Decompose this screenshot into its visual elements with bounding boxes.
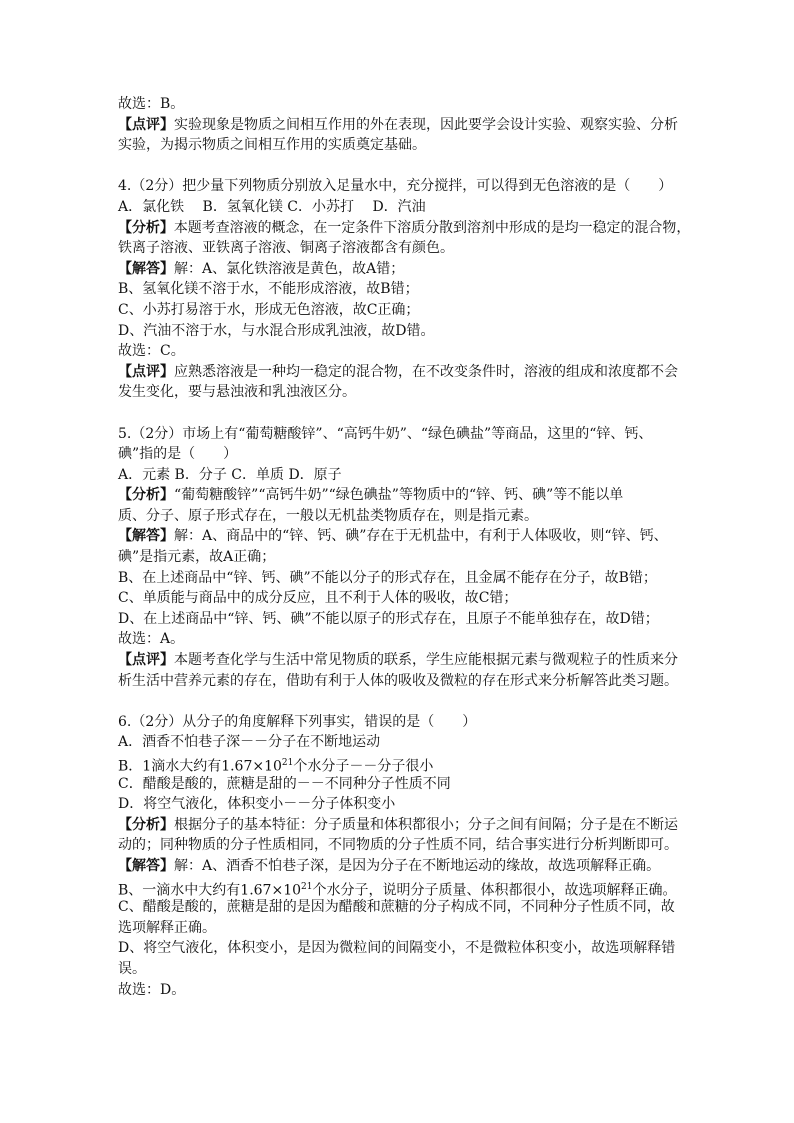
question-6-analysis — [118, 815, 688, 836]
question-6-stem: 6.（2分）从分子的角度解释下列事实，错误的是（ ） — [118, 713, 477, 730]
comment-tag: 【点评】 — [118, 363, 174, 380]
option-b-text: 个水分子－－分子很小 — [293, 758, 434, 775]
comment-text: 应熟悉溶液是一种均一稳定的混合物，在不改变条件时，溶液的组成和浓度都不会 — [174, 363, 678, 380]
option-b-text: B．1滴水大约有1.67×10 — [118, 758, 282, 775]
analysis-text: 根据分子的基本特征：分子质量和体积都很小；分子之间有间隔；分子是在不断运 — [174, 816, 678, 833]
solution-text: D、将空气液化，体积变小，是因为微粒间的间隔变小，不是微粒体积变小，故选项解释错 — [118, 940, 676, 957]
analysis-text: 质、分子、原子形式存在，一般以无机盐类物质存在，则是指元素。 — [118, 507, 538, 524]
exponent: 21 — [281, 758, 294, 768]
question-6-option-d: D．将空气液化，体积变小－－分子体积变小 — [118, 796, 396, 813]
solution-tag: 【解答】 — [118, 857, 174, 874]
solution-text: C、单质能与商品中的成分反应，且不利于人体的吸收，故C错； — [118, 590, 518, 607]
solution-text: C、小苏打易溶于水，形成无色溶液，故C正确； — [118, 301, 420, 318]
spacer — [118, 156, 688, 177]
spacer — [118, 691, 688, 712]
comment-text: 析生活中营养元素的存在，借助有利于人体的吸收及微粒的存在形式来分析解答此类习题。 — [118, 672, 678, 689]
solution-text: 解：A、酒香不怕巷子深，是因为分子在不断地运动的缘故，故选项解释正确。 — [174, 857, 661, 874]
comment-text: 实验现象是物质之间相互作用的外在表现，因此要学会设计实验、观察实验、分析 — [174, 116, 678, 133]
solution-b-text: B、一滴水中大约有1.67×10 — [118, 882, 302, 899]
question-5-stem: 碘”指的是（ ） — [118, 446, 238, 463]
question-5-analysis — [118, 485, 688, 506]
solution-b-text: 个水分子，说明分子质量、体积都很小，故选项解释正确。 — [312, 882, 677, 899]
question-5-options: A．元素 B．分子 C．单质 D．原子 — [118, 466, 342, 483]
comment-text: 实验，为揭示物质之间相互作用的实质奠定基础。 — [118, 137, 426, 154]
solution-text: C、醋酸是酸的，蔗糖是甜的是因为醋酸和蔗糖的分子构成不同，不同种分子性质不同，故 — [118, 899, 675, 916]
solution-text: D、汽油不溶于水，与水混合形成乳浊液，故D错。 — [118, 322, 435, 339]
solution-text: 选项解释正确。 — [118, 919, 216, 936]
question-5-solution — [118, 526, 688, 547]
solution-text: 解：A、氯化铁溶液是黄色，故A错； — [174, 260, 405, 277]
question-6-option-b — [118, 753, 688, 774]
document-page — [118, 94, 691, 1000]
question-5-stem: 5.（2分）市场上有“葡萄糖酸锌”、“高钙牛奶”、“绿色碘盐”等商品，这里的“锌、钙、 — [118, 425, 653, 442]
question-5-comment — [118, 650, 688, 671]
analysis-text: “葡萄糖酸锌”“高钙牛奶”“绿色碘盐”等物质中的“锌、钙、碘”等不能以单 — [174, 487, 624, 504]
comment-tag: 【点评】 — [118, 116, 174, 133]
analysis-tag: 【分析】 — [118, 816, 174, 833]
solution-text: 误。 — [118, 960, 146, 977]
prev-comment — [118, 115, 688, 136]
solution-text: B、在上述商品中“锌、钙、碘”不能以分子的形式存在，且金属不能存在分子，故B错； — [118, 569, 657, 586]
analysis-tag: 【分析】 — [118, 219, 174, 236]
question-4-solution — [118, 259, 688, 280]
question-4-options: A．氯化铁 B．氢氧化镁 C．小苏打 D．汽油 — [118, 198, 426, 215]
analysis-text: 动的；同种物质的分子性质相同，不同物质的分子性质不同，结合事实进行分析判断即可。 — [118, 837, 678, 854]
solution-tag: 【解答】 — [118, 260, 174, 277]
spacer — [118, 403, 688, 424]
question-4-answer: 故选：C。 — [118, 343, 185, 360]
solution-text: 解：A、商品中的“锌、钙、碘”存在于无机盐中，有利于人体吸收，则“锌、钙、 — [174, 528, 668, 545]
solution-text: 碘”是指元素，故A正确； — [118, 549, 276, 566]
solution-text: D、在上述商品中“锌、钙、碘”不能以原子的形式存在，且原子不能单独存在，故D错； — [118, 610, 659, 627]
solution-text — [118, 877, 688, 898]
question-4-stem: 4.（2分）把少量下列物质分别放入足量水中，充分搅拌，可以得到无色溶液的是（ ） — [118, 178, 673, 195]
solution-tag: 【解答】 — [118, 528, 174, 545]
question-6-option-a: A．酒香不怕巷子深－－分子在不断地运动 — [118, 734, 381, 751]
prev-answer: 故选：B。 — [118, 96, 185, 112]
comment-tag: 【点评】 — [118, 652, 174, 669]
question-4-analysis — [118, 218, 691, 239]
question-5-answer: 故选：A。 — [118, 631, 185, 648]
comment-text: 发生变化，要与悬浊液和乳浊液区分。 — [118, 384, 356, 401]
question-6-option-c: C．醋酸是酸的，蔗糖是甜的－－不同种分子性质不同 — [118, 775, 451, 792]
solution-text: B、氢氧化镁不溶于水，不能形成溶液，故B错； — [118, 281, 419, 298]
question-6-solution — [118, 856, 688, 877]
question-4-comment — [118, 362, 688, 383]
exponent: 21 — [301, 881, 313, 892]
analysis-text: 本题考查溶液的概念，在一定条件下溶质分散到溶剂中形成的是均一稳定的混合物， — [173, 219, 691, 236]
analysis-tag: 【分析】 — [118, 487, 174, 504]
comment-text: 本题考查化学与生活中常见物质的联系，学生应能根据元素与微观粒子的性质来分 — [174, 652, 678, 669]
analysis-text: 铁离子溶液、亚铁离子溶液、铜离子溶液都含有颜色。 — [118, 240, 454, 257]
question-6-answer: 故选：D。 — [118, 981, 186, 998]
